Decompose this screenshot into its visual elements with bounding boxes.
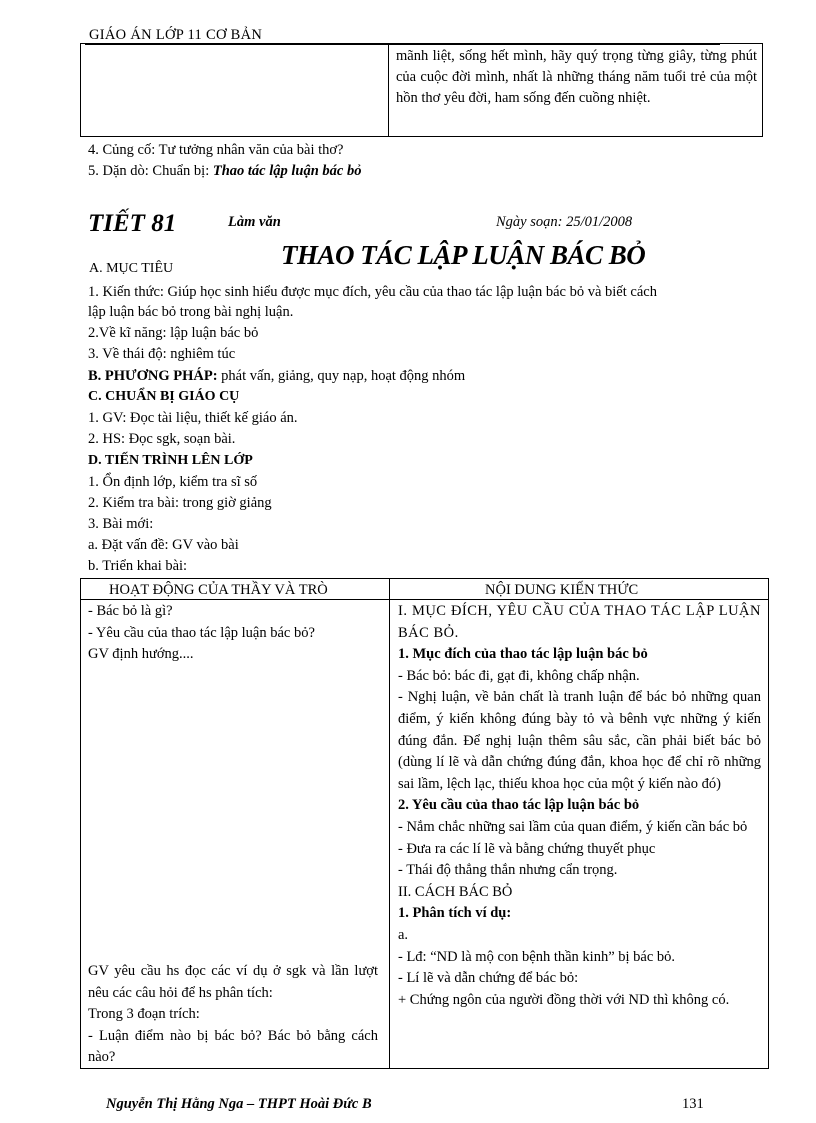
content-paragraph: a. xyxy=(398,926,409,943)
procedure-2: 2. Kiểm tra bài: trong giờ giảng xyxy=(88,495,272,511)
lesson-subject: Làm văn xyxy=(228,214,281,230)
objective-skill: 2.Về kĩ năng: lập luận bác bỏ xyxy=(88,325,259,341)
content-subheading-1: 1. Mục đích của thao tác lập luận bác bỏ xyxy=(398,646,648,663)
content-subheading-2: 2. Yêu cầu của thao tác lập luận bác bỏ xyxy=(398,797,640,814)
section-d-heading: D. TIẾN TRÌNH LÊN LỚP xyxy=(88,453,253,468)
prep-teacher: 1. GV: Đọc tài liệu, thiết kế giáo án. xyxy=(88,410,298,426)
procedure-3a: a. Đặt vấn đề: GV vào bài xyxy=(88,537,239,553)
content-heading-2: II. CÁCH BÁC BỎ xyxy=(398,883,513,900)
section-c-heading: C. CHUẨN BỊ GIÁO CỤ xyxy=(88,389,240,404)
content-subheading-3: 1. Phân tích ví dụ: xyxy=(398,905,512,922)
procedure-3: 3. Bài mới: xyxy=(88,516,154,532)
method-text: phát vấn, giảng, quy nạp, hoạt động nhóm xyxy=(217,368,466,384)
content-paragraph: - Đưa ra các lí lẽ và bằng chứng thuyết phục xyxy=(398,840,656,857)
column-header-content: NỘI DUNG KIẾN THỨC xyxy=(485,582,639,598)
homework-prefix: 5. Dặn dò: Chuẩn bị: xyxy=(88,163,213,179)
procedure-3b: b. Triển khai bài: xyxy=(88,558,188,574)
procedure-1: 1. Ổn định lớp, kiểm tra sĩ số xyxy=(88,474,258,490)
list-item: Trong 3 đoạn trích: xyxy=(88,1006,200,1023)
column-header-activities: HOẠT ĐỘNG CỦA THẦY VÀ TRÒ xyxy=(109,582,328,598)
objective-knowledge: 1. Kiến thức: Giúp học sinh hiểu được mục đích, yêu cầu của thao tác lập luận bác bỏ và biết cách xyxy=(88,284,657,300)
left-cell-bottom xyxy=(88,961,378,1069)
content-paragraph: - Bác bỏ: bác đi, gạt đi, không chấp nhận. xyxy=(398,667,640,684)
content-paragraph: - Thái độ thẳng thắn nhưng cẩn trọng. xyxy=(398,862,618,879)
page-number: 131 xyxy=(682,1096,704,1112)
table-cell-right: mãnh liệt, sống hết mình, hãy quý trọng từng giây, từng phút của cuộc đời mình, nhất là những tháng năm tuổi trẻ của một hồn thơ yêu đời, ham sống đến cuồng nhiệt. xyxy=(396,48,757,106)
content-paragraph: - Nắm chắc những sai lầm của quan điểm, ý kiến cần bác bỏ xyxy=(398,818,748,835)
lesson-number: TIẾT 81 xyxy=(88,210,177,237)
footer-author: Nguyễn Thị Hằng Nga – THPT Hoài Đức B xyxy=(106,1096,372,1112)
objective-attitude: 3. Về thái độ: nghiêm túc xyxy=(88,346,236,362)
section-a-heading: A. MỤC TIÊU xyxy=(89,261,174,276)
objective-knowledge-cont: lập luận bác bỏ trong bài nghị luận. xyxy=(88,304,294,320)
table-column-divider xyxy=(388,44,389,136)
content-heading-1: I. MỤC ĐÍCH, YÊU CẦU CỦA THAO TÁC LẬP LUẬN BÁC BỎ. xyxy=(398,603,761,641)
lesson-title: THAO TÁC LẬP LUẬN BÁC BỎ xyxy=(281,240,646,270)
homework-line xyxy=(88,161,362,181)
list-item: GV yêu cầu hs đọc các ví dụ ở sgk và lần lượt nêu các câu hỏi để hs phân tích: xyxy=(88,963,378,1001)
list-item: GV định hướng.... xyxy=(88,646,194,663)
header-rule xyxy=(85,44,720,45)
content-paragraph: - Lí lẽ và dẫn chứng để bác bỏ: xyxy=(398,970,579,987)
section-b-heading: B. PHƯƠNG PHÁP: xyxy=(88,368,218,384)
table-column-divider xyxy=(389,579,390,1068)
list-item: - Luận điểm nào bị bác bỏ? Bác bỏ bằng cách nào? xyxy=(88,1027,378,1066)
page-header-title: GIÁO ÁN LỚP 11 CƠ BẢN xyxy=(89,27,263,43)
list-item: - Yêu cầu của thao tác lập luận bác bỏ? xyxy=(88,624,315,641)
right-cell-content xyxy=(398,601,761,1011)
method-line xyxy=(88,366,465,386)
content-paragraph: - Lđ: “ND là mộ con bệnh thần kinh” bị bác bỏ. xyxy=(398,948,676,965)
content-paragraph: - Nghị luận, về bản chất là tranh luận để bác bỏ những quan điểm, ý kiến không đúng bày tỏ và bênh vực những ý kiến đúng đắn. Để nghị luận thêm sâu sắc, cần phải biết bác bỏ (dùng lí lẽ và dẫn chứng đúng đắn, khoa học để chỉ rõ những sai lầm, lệch lạc, thiếu khoa học của một ý kiến nào đó) xyxy=(398,689,761,792)
previous-lesson-table xyxy=(80,43,763,137)
left-cell-top xyxy=(88,601,378,666)
list-item: - Bác bỏ là gì? xyxy=(88,603,173,619)
content-paragraph: + Chứng ngôn của người đồng thời với ND thì không có. xyxy=(398,991,730,1008)
homework-topic: Thao tác lập luận bác bỏ xyxy=(212,163,362,179)
prep-student: 2. HS: Đọc sgk, soạn bài. xyxy=(88,431,236,447)
consolidation-line: 4. Củng cố: Tư tưởng nhân văn của bài thơ? xyxy=(88,142,344,158)
lesson-activity-table xyxy=(80,578,769,1069)
lesson-date: Ngày soạn: 25/01/2008 xyxy=(496,214,633,230)
